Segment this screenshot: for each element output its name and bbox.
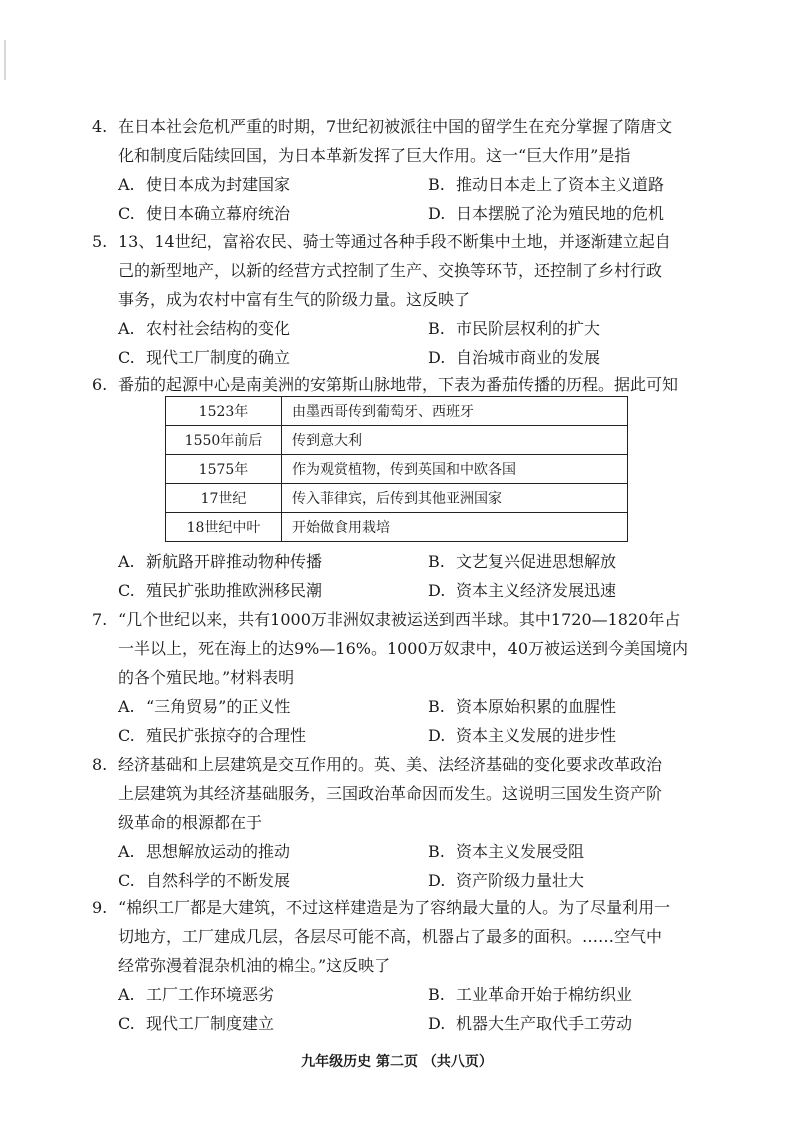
question-stem-line: 己的新型地产，以新的经营方式控制了生产、交换等环节，还控制了乡村行政 <box>118 261 663 280</box>
options-row <box>92 547 704 576</box>
table-row <box>166 397 628 426</box>
question-8 <box>92 750 704 895</box>
options-row <box>92 576 704 605</box>
question-stem-line: 一半以上，死在海上的达9%—16%。1000万奴隶中，40万被运送到今美国境内 <box>118 639 689 658</box>
tomato-history-table <box>165 396 628 542</box>
question-9 <box>92 893 704 1038</box>
question-stem-line: 级革命的根源都在于 <box>118 813 263 832</box>
question-stem-line: 的各个殖民地。”材料表明 <box>118 668 295 687</box>
event-cell: 传到意大利 <box>282 426 628 455</box>
option-a[interactable]: A. 新航路开辟推动物种传播 <box>118 552 323 571</box>
option-d[interactable]: D. 自治城市商业的发展 <box>428 348 601 367</box>
question-stem-line: 上层建筑为其经济基础服务，三国政治革命因而发生。这说明三国发生资产阶 <box>118 784 663 803</box>
option-a[interactable]: A. 工厂工作环境恶劣 <box>118 985 275 1004</box>
option-b[interactable]: B. 推动日本走上了资本主义道路 <box>428 175 665 194</box>
page-footer: 九年级历史 第二页 （共八页） <box>301 1054 493 1070</box>
question-7 <box>92 605 704 750</box>
question-6 <box>92 370 704 399</box>
year-cell: 1575年 <box>166 455 282 484</box>
option-c[interactable]: C. 自然科学的不断发展 <box>118 871 291 890</box>
option-a[interactable]: A. 思想解放运动的推动 <box>118 842 291 861</box>
options-row <box>92 1009 704 1038</box>
option-c[interactable]: C. 使日本确立幕府统治 <box>118 204 291 223</box>
options-row <box>92 343 704 372</box>
question-4 <box>92 112 704 228</box>
question-stem-line: 13、14世纪，富裕农民、骑士等通过各种手段不断集中土地，并逐渐建立起自 <box>118 232 671 251</box>
option-a[interactable]: A. “三角贸易”的正义性 <box>118 697 291 716</box>
question-stem-line: 化和制度后陆续回国，为日本革新发挥了巨大作用。这一“巨大作用”是指 <box>118 146 631 165</box>
question-number: 9. <box>92 898 108 917</box>
option-d[interactable]: D. 机器大生产取代手工劳动 <box>428 1014 633 1033</box>
option-c[interactable]: C. 殖民扩张掠夺的合理性 <box>118 726 307 745</box>
question-stem-line: “棉织工厂都是大建筑，不过这样建造是为了容纳最大量的人。为了尽量利用一 <box>118 898 671 917</box>
option-b[interactable]: B. 市民阶层权利的扩大 <box>428 319 601 338</box>
option-c[interactable]: C. 现代工厂制度的确立 <box>118 348 291 367</box>
option-b[interactable]: B. 工业革命开始于棉纺织业 <box>428 985 633 1004</box>
option-c[interactable]: C. 现代工厂制度建立 <box>118 1014 275 1033</box>
options-row <box>92 170 704 199</box>
question-number: 8. <box>92 755 108 774</box>
options-row <box>92 199 704 228</box>
question-number: 4. <box>92 117 108 136</box>
table-row <box>166 513 628 542</box>
options-row <box>92 866 704 895</box>
year-cell: 1550年前后 <box>166 426 282 455</box>
options-row <box>92 837 704 866</box>
option-b[interactable]: B. 资本主义发展受阻 <box>428 842 585 861</box>
table-row <box>166 455 628 484</box>
event-cell: 作为观赏植物，传到英国和中欧各国 <box>282 455 628 484</box>
event-cell: 由墨西哥传到葡萄牙、西班牙 <box>282 397 628 426</box>
option-d[interactable]: D. 资本主义经济发展迅速 <box>428 581 617 600</box>
year-cell: 17世纪 <box>166 484 282 513</box>
question-stem-line: 经济基础和上层建筑是交互作用的。英、美、法经济基础的变化要求改革政治 <box>118 755 663 774</box>
question-stem-line: “几个世纪以来，共有1000万非洲奴隶被运送到西半球。其中1720—1820年占 <box>118 610 681 629</box>
table-row <box>166 484 628 513</box>
question-5 <box>92 227 704 372</box>
question-6-options <box>92 547 704 605</box>
option-b[interactable]: B. 文艺复兴促进思想解放 <box>428 552 617 571</box>
option-a[interactable]: A. 使日本成为封建国家 <box>118 175 291 194</box>
question-stem-line: 在日本社会危机严重的时期，7世纪初被派往中国的留学生在充分掌握了隋唐文 <box>118 117 673 136</box>
options-row <box>92 314 704 343</box>
question-stem-line: 番茄的起源中心是南美洲的安第斯山脉地带，下表为番茄传播的历程。据此可知 <box>118 375 679 394</box>
option-d[interactable]: D. 资产阶级力量壮大 <box>428 871 585 890</box>
option-a[interactable]: A. 农村社会结构的变化 <box>118 319 291 338</box>
question-number: 6. <box>92 375 108 394</box>
event-cell: 开始做食用栽培 <box>282 513 628 542</box>
option-d[interactable]: D. 日本摆脱了沦为殖民地的危机 <box>428 204 665 223</box>
question-number: 7. <box>92 610 108 629</box>
option-c[interactable]: C. 殖民扩张助推欧洲移民潮 <box>118 581 323 600</box>
year-cell: 18世纪中叶 <box>166 513 282 542</box>
scan-edge-mark <box>4 40 6 80</box>
question-stem-line: 切地方，工厂建成几层，各层尽可能不高，机器占了最多的面积。……空气中 <box>118 927 663 946</box>
year-cell: 1523年 <box>166 397 282 426</box>
option-d[interactable]: D. 资本主义发展的进步性 <box>428 726 617 745</box>
question-number: 5. <box>92 232 108 251</box>
table-row <box>166 426 628 455</box>
question-stem-line: 事务，成为农村中富有生气的阶级力量。这反映了 <box>118 290 471 309</box>
question-stem-line: 经常弥漫着混杂机油的棉尘。”这反映了 <box>118 956 391 975</box>
options-row <box>92 980 704 1009</box>
options-row <box>92 692 704 721</box>
options-row <box>92 721 704 750</box>
event-cell: 传入菲律宾，后传到其他亚洲国家 <box>282 484 628 513</box>
option-b[interactable]: B. 资本原始积累的血腥性 <box>428 697 617 716</box>
